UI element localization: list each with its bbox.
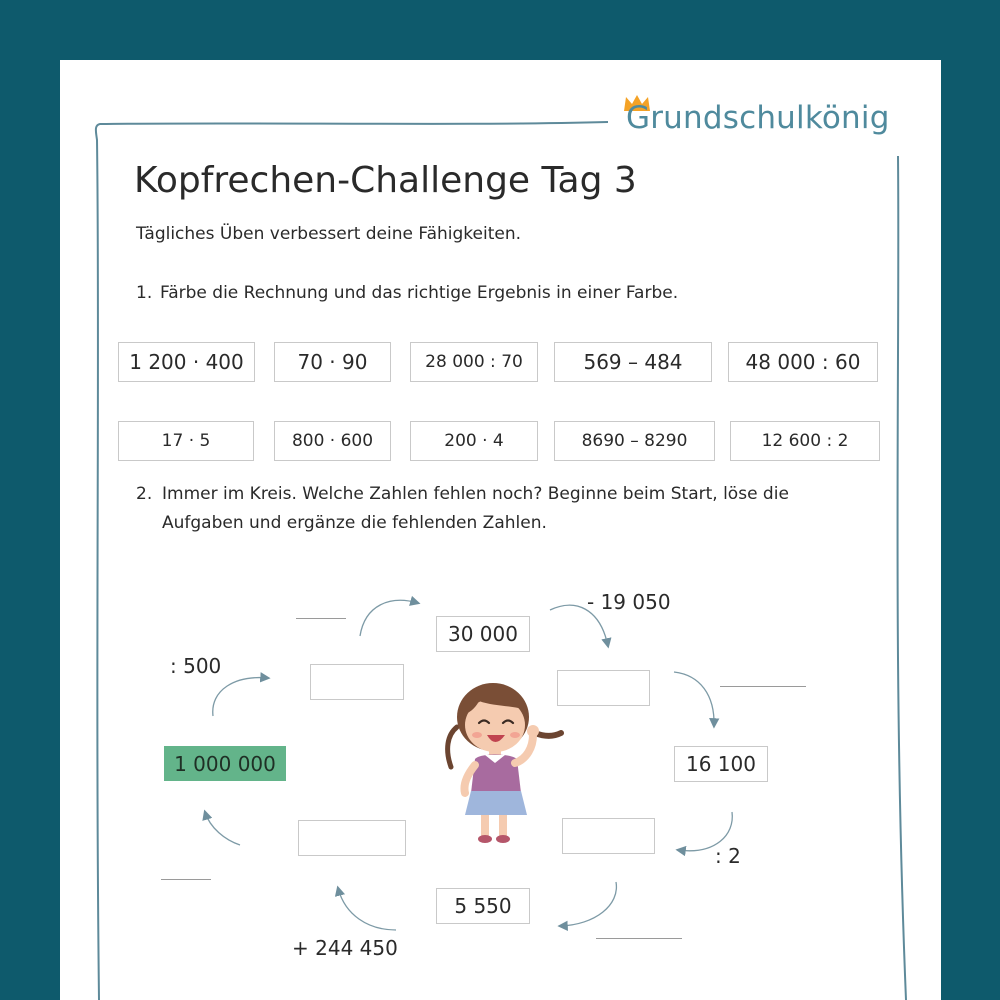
value-box-right: 16 100 — [674, 746, 768, 782]
page-title: Kopfrechen-Challenge Tag 3 — [134, 160, 637, 201]
task1-number: 1. — [136, 283, 153, 303]
start-box: 1 000 000 — [164, 746, 286, 781]
value-box-top: 30 000 — [436, 616, 530, 652]
task2-instruction-line1: Immer im Kreis. Welche Zahlen fehlen noch? Beginne beim Start, löse die — [162, 484, 789, 504]
blank-line-top-left[interactable] — [296, 618, 346, 619]
task2-number: 2. — [136, 484, 153, 504]
blank-box-bottom-right[interactable] — [562, 818, 655, 854]
result-box[interactable]: 200 · 4 — [410, 421, 538, 461]
blank-box-top-left[interactable] — [310, 664, 404, 700]
brand-logo: Grundschulkönig — [626, 100, 890, 136]
result-box[interactable]: 8690 – 8290 — [554, 421, 715, 461]
operator-left: : 500 — [170, 654, 222, 678]
blank-line-bottom-right[interactable] — [596, 938, 682, 939]
value-box-bottom: 5 550 — [436, 888, 530, 924]
calc-box[interactable]: 70 · 90 — [274, 342, 391, 382]
operator-right: : 2 — [715, 844, 741, 868]
operator-bottom-left: + 244 450 — [292, 936, 398, 960]
calc-box[interactable]: 1 200 · 400 — [118, 342, 255, 382]
operator-top-right: - 19 050 — [587, 590, 671, 614]
task1-instruction: Färbe die Rechnung und das richtige Ergebnis in einer Farbe. — [160, 283, 679, 303]
blank-line-right[interactable] — [720, 686, 806, 687]
task2-instruction-line2: Aufgaben und ergänze die fehlenden Zahlen. — [162, 513, 547, 533]
page-subtitle: Tägliches Üben verbessert deine Fähigkeiten. — [136, 224, 522, 244]
calc-box[interactable]: 28 000 : 70 — [410, 342, 538, 382]
blank-line-left[interactable] — [161, 879, 211, 880]
girl-waving-illustration — [435, 675, 575, 855]
calc-box[interactable]: 48 000 : 60 — [728, 342, 878, 382]
result-box[interactable]: 800 · 600 — [274, 421, 391, 461]
calc-box[interactable]: 569 – 484 — [554, 342, 712, 382]
result-box[interactable]: 12 600 : 2 — [730, 421, 880, 461]
result-box[interactable]: 17 · 5 — [118, 421, 254, 461]
worksheet-page — [60, 60, 941, 1000]
blank-box-bottom-left[interactable] — [298, 820, 406, 856]
